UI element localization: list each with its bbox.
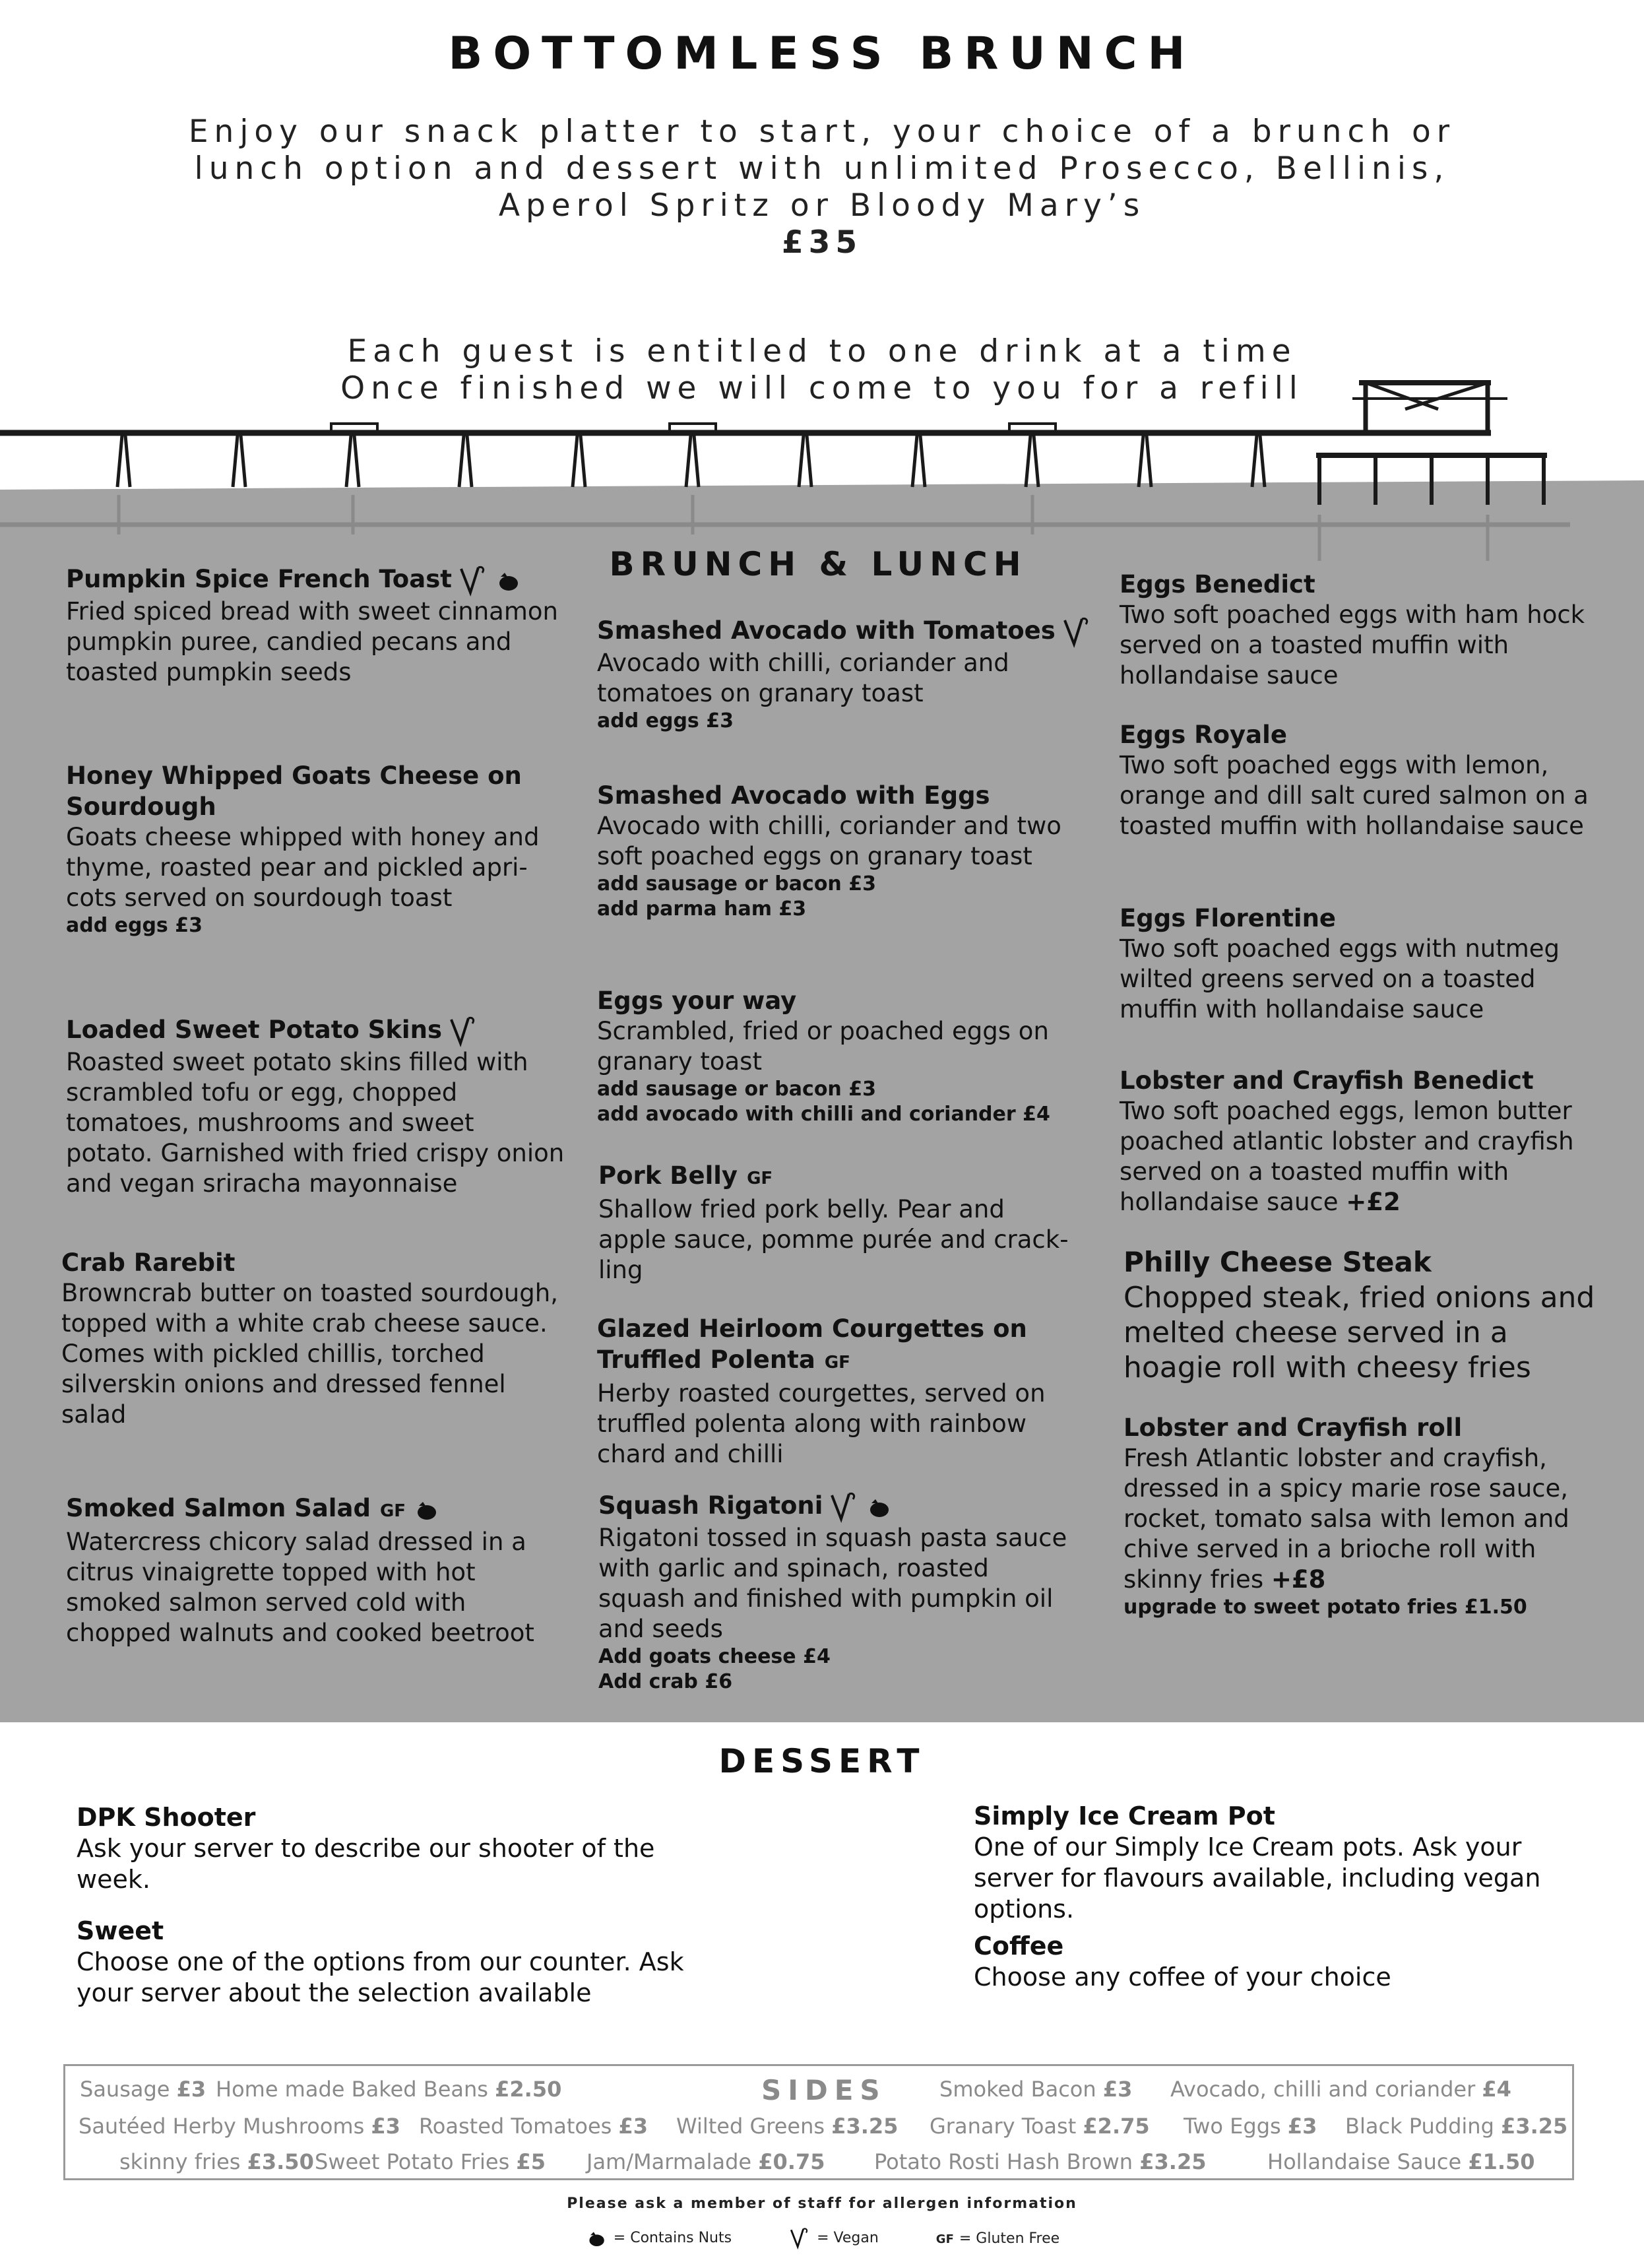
nuts-icon: [585, 2228, 607, 2249]
side-item: Sweet Potato Fries £5: [315, 2149, 546, 2174]
item-description: Browncrab butter on toasted sourdough, topped with a white crab cheese sauce. Comes with pickled chillis, torched silverskin onions and dressed fennel salad: [61, 1279, 558, 1429]
menu-item: [66, 1493, 567, 1648]
side-item: Sautéed Herby Mushrooms £3: [79, 2114, 400, 2139]
item-description: Goats cheese whipped with honey and thyme, roasted pear and pickled apri-cots served on sourdough toast: [66, 823, 540, 912]
gluten-free-label: GF: [379, 1501, 406, 1521]
item-addon: add sausage or bacon £3: [597, 872, 876, 895]
side-item: Jam/Marmalade £0.75: [586, 2149, 825, 2174]
dessert-description: Ask your server to describe our shooter of the week.: [77, 1834, 655, 1894]
menu-item: [597, 985, 1072, 1127]
intro-text: [0, 113, 1644, 261]
nuts-icon: [865, 1494, 891, 1520]
dessert-title: DESSERT: [718, 1742, 926, 1780]
item-name: Honey Whipped Goats Cheese on Sourdough: [66, 761, 522, 821]
item-description: Roasted sweet potato skins filled with scrambled tofu or egg, chopped tomatoes, mushrooms and sweet potato. Garnished with fried crispy onion and vegan sriracha mayonnaise: [66, 1047, 565, 1198]
legend-gluten-free: GF = Gluten Free: [935, 2230, 1060, 2247]
item-name: Lobster and Crayfish Benedict: [1120, 1066, 1534, 1095]
item-name: Pumpkin Spice French Toast: [66, 564, 567, 597]
refill-note: [0, 333, 1644, 407]
side-item: Black Pudding £3.25: [1345, 2114, 1568, 2139]
item-surcharge: +£2: [1346, 1188, 1401, 1216]
item-surcharge: +£8: [1271, 1565, 1326, 1594]
gluten-free-label: GF: [824, 1353, 850, 1373]
dessert-name: Simply Ice Cream Pot: [974, 1801, 1275, 1831]
item-name: Philly Cheese Steak: [1123, 1246, 1432, 1278]
item-description: Shallow fried pork belly. Pear and apple sauce, pomme purée and crack-ling: [598, 1195, 1069, 1284]
vegan-icon: [458, 565, 488, 597]
item-name: Lobster and Crayfish roll: [1123, 1413, 1463, 1442]
side-item: Avocado, chilli and coriander £4: [1170, 2077, 1511, 2102]
menu-title: BOTTOMLESS BRUNCH: [448, 28, 1196, 80]
intro-line-3: Aperol Spritz or Bloody Mary’s: [498, 187, 1146, 224]
brunch-lunch-title: BRUNCH & LUNCH: [609, 545, 1027, 583]
item-name: Smashed Avocado with Tomatoes: [597, 615, 1098, 648]
item-description: Watercress chicory salad dressed in a citrus vinaigrette topped with hot smoked salmon served cold with chopped walnuts and cooked beetroot: [66, 1528, 534, 1647]
dessert-item: [974, 1800, 1567, 1925]
menu-item: [61, 1247, 563, 1430]
item-name: Eggs Florentine: [1120, 904, 1337, 932]
menu-item: [1120, 1065, 1595, 1217]
nuts-icon: [494, 567, 521, 594]
menu-item: [597, 615, 1098, 734]
vegan-icon: [789, 2227, 810, 2250]
item-name: Pork Belly GF: [598, 1161, 773, 1190]
refill-line-1: Each guest is entitled to one drink at a time: [347, 333, 1297, 370]
vegan-icon: [1062, 616, 1091, 648]
item-description: Scrambled, fried or poached eggs on granary toast: [597, 1017, 1049, 1076]
sides-title: SIDES: [761, 2074, 887, 2106]
menu-item: [1123, 1245, 1612, 1385]
vegan-icon: [449, 1016, 478, 1047]
item-addon: add eggs £3: [597, 709, 734, 732]
menu-item: [597, 780, 1072, 922]
item-description: Avocado with chilli, coriander and two soft poached eggs on granary toast: [597, 812, 1061, 870]
item-description: Fried spiced bread with sweet cinnamon pumpkin puree, candied pecans and toasted pumpkin seeds: [66, 597, 558, 686]
refill-line-2: Once finished we will come to you for a refill: [340, 370, 1304, 406]
side-item: Sausage £3: [80, 2077, 206, 2102]
item-description: Avocado with chilli, coriander and tomatoes on granary toast: [597, 648, 1009, 707]
side-item: Granary Toast £2.75: [930, 2114, 1150, 2139]
menu-item: [66, 564, 567, 688]
dessert-name: Sweet: [77, 1916, 164, 1945]
gluten-free-label: GF: [747, 1169, 773, 1188]
item-description: Herby roasted courgettes, served on truffled polenta along with rainbow chard and chilli: [597, 1379, 1046, 1468]
nuts-icon: [412, 1497, 439, 1523]
dessert-name: DPK Shooter: [77, 1803, 256, 1832]
item-name: Loaded Sweet Potato Skins: [66, 1014, 567, 1047]
menu-item: [66, 1014, 567, 1199]
item-name: Smoked Salmon Salad GF: [66, 1493, 567, 1527]
dessert-item: [77, 1801, 723, 1895]
item-description: Fresh Atlantic lobster and crayfish, dressed in a spicy marie rose sauce, rocket, tomato salsa with lemon and chive served in a brioche roll with skinny fries +£8: [1123, 1444, 1569, 1594]
item-description: Chopped steak, fried onions and melted cheese served in a hoagie roll with cheesy fries: [1123, 1281, 1595, 1384]
item-addon: add eggs £3: [66, 914, 203, 937]
menu-item: [1120, 569, 1595, 691]
sides-panel: [63, 2064, 1574, 2180]
dessert-item: [77, 1915, 736, 2009]
dessert-item: [974, 1930, 1567, 1993]
item-addon: upgrade to sweet potato fries £1.50: [1123, 1596, 1527, 1619]
item-name: Smashed Avocado with Eggs: [597, 781, 990, 810]
side-item: Wilted Greens £3.25: [676, 2114, 899, 2139]
item-name: Eggs Royale: [1120, 721, 1287, 749]
menu-item: [598, 1490, 1073, 1695]
side-item: Home made Baked Beans £2.50: [216, 2077, 562, 2102]
item-addon: add sausage or bacon £3: [597, 1078, 876, 1101]
item-addon: add parma ham £3: [597, 897, 807, 921]
dietary-legend: [0, 2227, 1644, 2250]
intro-line-2: lunch option and dessert with unlimited Prosecco, Bellinis,: [194, 150, 1450, 187]
side-item: Smoked Bacon £3: [939, 2077, 1133, 2102]
vegan-icon: [829, 1491, 858, 1523]
item-description: Two soft poached eggs, lemon butter poached atlantic lobster and crayfish served on a toasted muffin with hollandaise sauce +£2: [1120, 1097, 1574, 1216]
item-addon: Add crab £6: [598, 1669, 733, 1693]
dessert-description: One of our Simply Ice Cream pots. Ask your server for flavours available, including vegan options.: [974, 1832, 1541, 1924]
item-description: Rigatoni tossed in squash pasta sauce with garlic and spinach, roasted squash and finished with pumpkin oil and seeds: [598, 1523, 1067, 1643]
menu-item: [66, 760, 554, 938]
side-item: Two Eggs £3: [1184, 2114, 1317, 2139]
brunch-price: £35: [781, 224, 863, 261]
legend-nuts: = Contains Nuts: [585, 2228, 732, 2249]
side-item: Hollandaise Sauce £1.50: [1267, 2149, 1535, 2174]
item-name: Crab Rarebit: [61, 1248, 236, 1277]
menu-item: [597, 1313, 1072, 1470]
menu-item: [1120, 719, 1595, 841]
legend-vegan: = Vegan: [789, 2227, 879, 2250]
side-item: skinny fries £3.50: [119, 2149, 314, 2174]
item-description: Two soft poached eggs with lemon, orange and dill salt cured salmon on a toasted muffin with hollandaise sauce: [1120, 751, 1589, 840]
item-description: Two soft poached eggs with ham hock served on a toasted muffin with hollandaise sauce: [1120, 600, 1585, 690]
item-name: Squash Rigatoni: [598, 1490, 1073, 1523]
side-item: Roasted Tomatoes £3: [419, 2114, 648, 2139]
dessert-description: Choose one of the options from our counter. Ask your server about the selection available: [77, 1947, 684, 2007]
side-item: Potato Rosti Hash Brown £3.25: [874, 2149, 1207, 2174]
menu-item: [1123, 1412, 1598, 1620]
item-name: Glazed Heirloom Courgettes on Truffled Polenta GF: [597, 1314, 1027, 1374]
menu-item: [598, 1160, 1073, 1285]
item-name: Eggs Benedict: [1120, 570, 1315, 599]
allergen-note: Please ask a member of staff for allergen information: [567, 2195, 1077, 2212]
intro-line-1: Enjoy our snack platter to start, your choice of a brunch or: [188, 113, 1456, 150]
menu-item: [1120, 903, 1595, 1025]
item-addon: Add goats cheese £4: [598, 1644, 831, 1668]
item-name: Eggs your way: [597, 987, 797, 1015]
dessert-description: Choose any coffee of your choice: [974, 1962, 1391, 1992]
item-description: Two soft poached eggs with nutmeg wilted greens served on a toasted muffin with hollandaise sauce: [1120, 934, 1560, 1023]
item-addon: add avocado with chilli and coriander £4: [597, 1103, 1050, 1126]
dessert-name: Coffee: [974, 1931, 1064, 1960]
